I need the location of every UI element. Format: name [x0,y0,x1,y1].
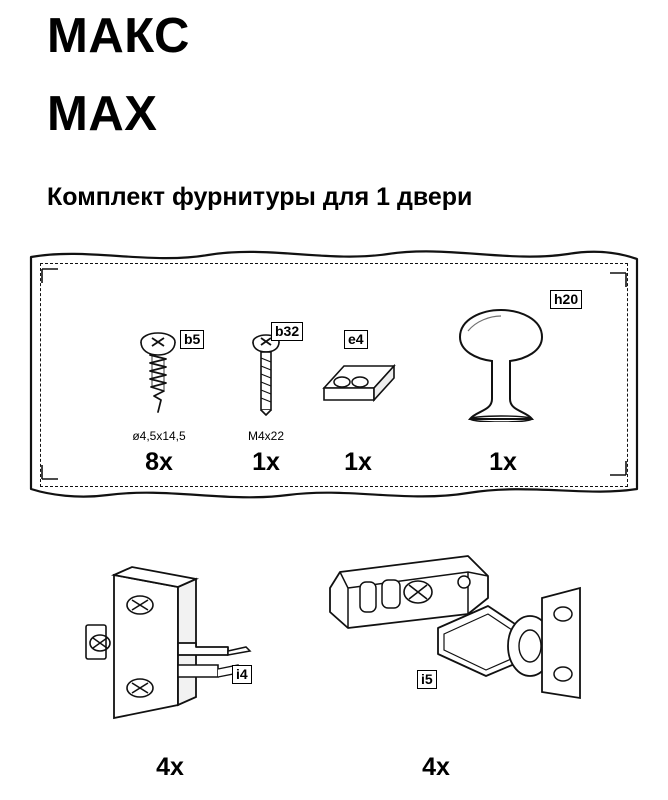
part-code-b32: b32 [271,322,303,341]
hinge-mounting-plate-icon [78,555,278,740]
part-quantity-h20: 1x [489,448,517,476]
page-title-ru: МАКС [47,9,190,63]
part-code-h20: h20 [550,290,582,309]
part-dimension-b5: ø4,5x14,5 [132,429,186,443]
page-title-en: MAX [47,87,158,141]
washer-plate-icon [318,358,398,418]
part-quantity-b32: 1x [252,448,280,476]
page-subtitle: Комплект фурнитуры для 1 двери [47,183,473,211]
knob-icon [446,307,556,422]
part-dimension-b32: M4x22 [247,429,285,443]
hardware-section [0,520,668,800]
part-quantity-b5: 8x [145,448,173,476]
parts-box [28,243,640,505]
machine-screw-icon [241,328,291,418]
hinge-arm-icon [318,542,588,742]
part-code-b5: b5 [180,330,204,349]
wood-screw-icon [128,328,188,418]
part-quantity-i4: 4x [156,753,184,781]
part-quantity-i5: 4x [422,753,450,781]
part-quantity-e4: 1x [344,448,372,476]
part-code-i5: i5 [417,670,437,689]
part-code-e4: e4 [344,330,368,349]
part-code-i4: i4 [232,665,252,684]
